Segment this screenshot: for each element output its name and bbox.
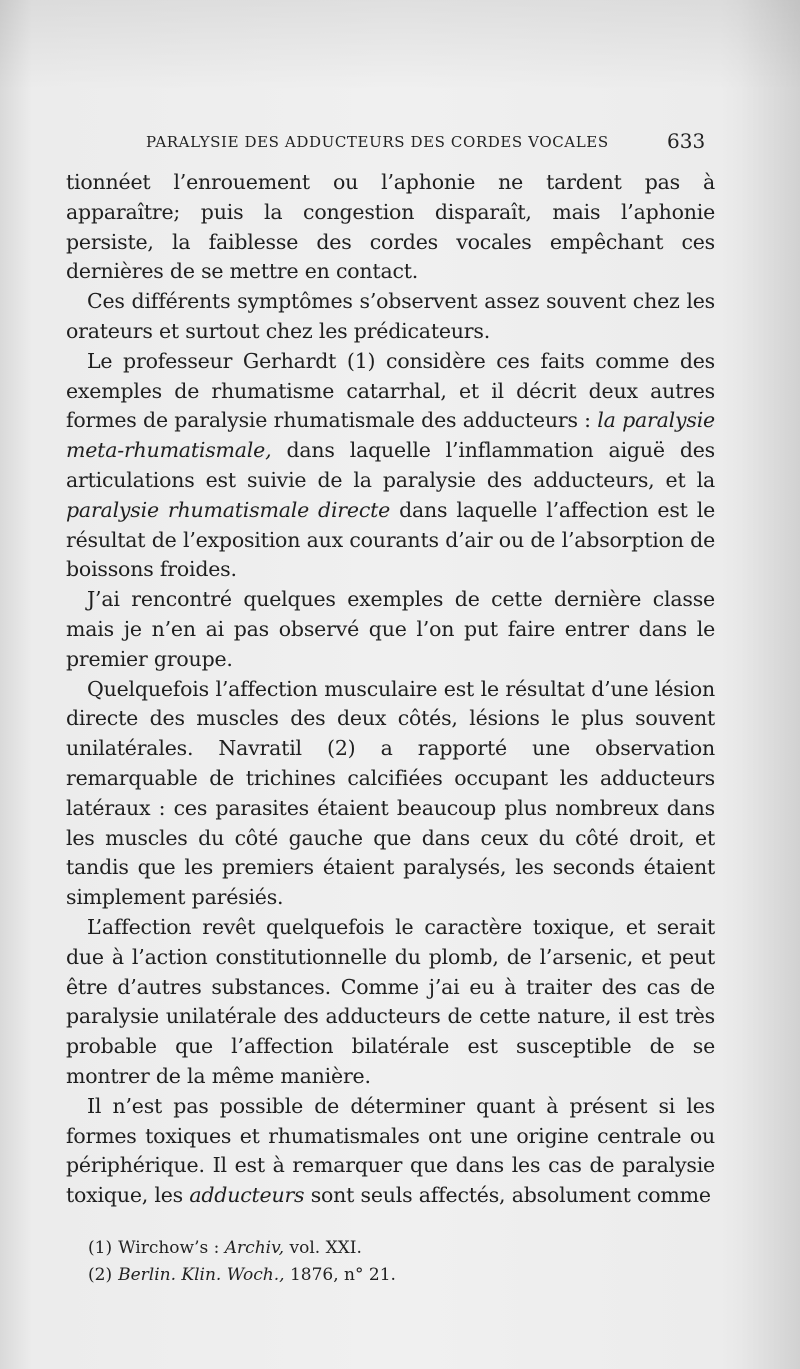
paragraph: [66, 913, 715, 1092]
text-run: Quelquefois l’affection musculaire est le résultat d’une lésion directe des muscles des deux côtés, lésions le plus souvent unilatérales. Navratil (2) a rapporté une observation remarquable de trichines calcifiées occupant les adducteurs latéraux : ces parasites étaient beaucoup plus nombreux dans les muscles du côté gauche que dans ceux du côté droit, et tandis que les premiers étaient paralysés, les seconds étaient simplement parésiés.: [66, 676, 715, 910]
paragraph: [66, 347, 715, 585]
text-run: 1876, n° 21.: [284, 1265, 396, 1285]
running-title: PARALYSIE DES ADDUCTEURS DES CORDES VOCALES: [146, 133, 609, 151]
running-head: [0, 127, 800, 157]
italic-text: Archiv,: [224, 1238, 285, 1258]
footnote: [88, 1262, 708, 1289]
italic-text: adducteurs: [189, 1183, 305, 1208]
text-run: Il n’est pas possible de déterminer quant à présent si les formes toxiques et rhumatismales ont une origine centrale ou périphérique. Il est à remarquer que dans les cas de paralysie toxique, les: [66, 1093, 715, 1208]
text-run: L’affection revêt quelquefois le caractère toxique, et serait due à l’action constitutionnelle du plomb, de l’arsenic, et peut être d’autres substances. Comme j’ai eu à traiter des cas de paralysie unilatérale des adducteurs de cette nature, il est très probable que l’affection bilatérale est susceptible de se montrer de la même manière.: [66, 914, 715, 1088]
paragraph: [66, 287, 715, 347]
paragraph: [66, 1092, 715, 1211]
page-shadow-top: [0, 0, 800, 90]
footnote-marker: (2): [88, 1265, 113, 1285]
text-run: sont seuls affectés, absolument comme: [304, 1183, 711, 1208]
text-run: Ces différents symptômes s’observent assez souvent chez les orateurs et surtout chez les prédicateurs.: [66, 289, 715, 343]
text-run: dans laquelle l’affection est le résultat de l’exposition aux courants d’air ou de l’absorption de boissons froides.: [66, 497, 715, 582]
page-shadow-right: [740, 0, 800, 1369]
italic-text: la paralysie meta-rhumatismale,: [66, 408, 715, 463]
page-number: 633: [667, 129, 706, 153]
text-run: Le professeur Gerhardt (1) considère ces faits comme des exemples de rhumatisme catarrhal, et il décrit deux autres formes de paralysie rhumatismale des adducteurs :: [66, 348, 715, 433]
footnote: [88, 1235, 708, 1262]
paragraph: [66, 168, 715, 287]
footnotes: [88, 1235, 708, 1289]
body-text: [66, 168, 715, 1211]
text-run: vol. XXI.: [284, 1238, 362, 1258]
text-run: dans laquelle l’inflammation aiguë des articulations est suivie de la paralysie des adducteurs, et la: [66, 438, 715, 492]
text-run: Wirchow’s :: [118, 1238, 225, 1258]
text-run: J’ai rencontré quelques exemples de cette dernière classe mais je n’en ai pas observé que l’on put faire entrer dans le premier groupe.: [66, 587, 715, 671]
paragraph: [66, 585, 715, 674]
text-run: tionnéet l’enrouement ou l’aphonie ne tardent pas à apparaître; puis la congestion disparaît, mais l’aphonie persiste, la faiblesse des cordes vocales empêchant ces dernières de se mettre en contact.: [66, 170, 715, 284]
italic-text: Berlin. Klin. Woch.,: [118, 1265, 285, 1285]
italic-text: paralysie rhumatismale directe: [66, 497, 391, 522]
paragraph: [66, 675, 715, 913]
footnote-marker: (1): [88, 1238, 113, 1258]
